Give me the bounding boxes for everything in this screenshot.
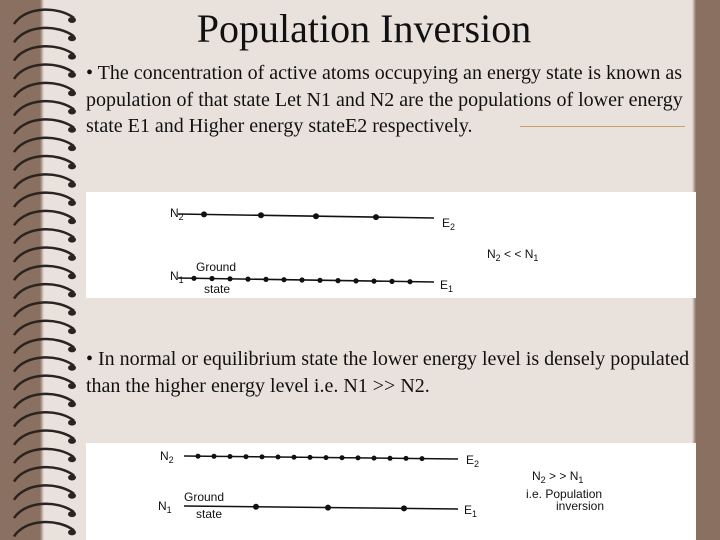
population-inversion-caption-line1: i.e. Population [526, 487, 603, 501]
upper-level-energy-label: $E_2$ [466, 453, 480, 469]
divider [520, 126, 685, 127]
slide-title: Population Inversion [196, 6, 532, 51]
spiral-binding-icon [6, 0, 86, 540]
bullet-equilibrium-statement: • In normal or equilibrium state the lower energy level is densely populated than the higher energy level i.e. N1 >> N2. [86, 348, 690, 397]
energy-level-diagram-inversion [86, 443, 696, 540]
population-inversion-caption-line2: inversion [556, 499, 605, 513]
upper-level-energy-label: $E_2$ [442, 216, 456, 232]
ground-state-label-top: Ground [184, 490, 225, 504]
ground-state-label-bottom: state [204, 282, 231, 296]
lower-level-energy-label: $E_1$ [440, 278, 454, 294]
energy-level-diagram-normal [86, 192, 696, 298]
upper-level-population-label: $N_2$ [170, 206, 184, 222]
population-relation-label: $N_2$ > > $N_1$ [532, 469, 584, 485]
bullet-population-definition: • The concentration of active atoms occupying an energy state is known as population of that state Let N1 and N2 are the populations of lower energy state E1 and Higher energy stateE2 respectively. [86, 62, 683, 137]
lower-level-population-label: $N_1$ [170, 269, 184, 285]
population-relation-label: $N_2$ < < $N_1$ [487, 247, 539, 263]
upper-level-population-label: $N_2$ [160, 449, 174, 465]
ground-state-label-top: Ground [196, 260, 237, 274]
lower-level-population-label: $N_1$ [158, 499, 172, 515]
lower-level-energy-label: $E_1$ [464, 503, 478, 519]
ground-state-label-bottom: state [196, 507, 223, 521]
